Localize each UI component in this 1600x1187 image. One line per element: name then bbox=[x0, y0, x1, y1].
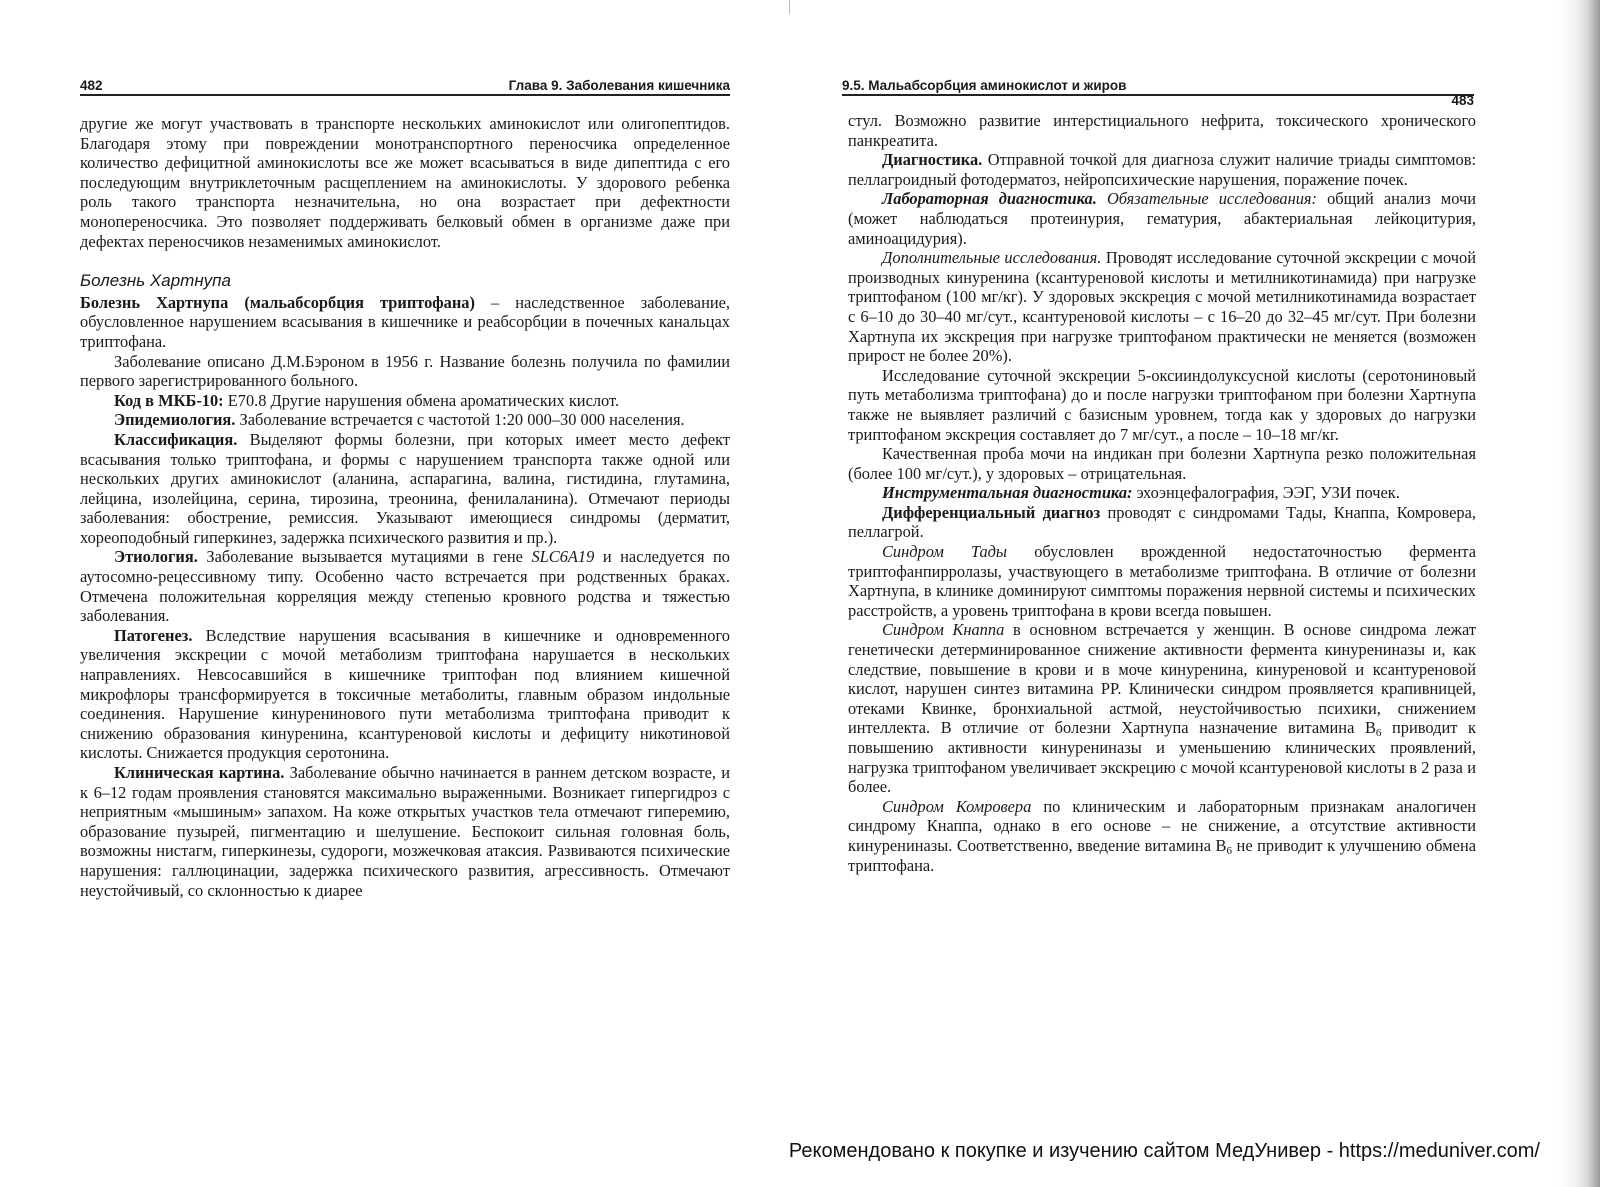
footer-watermark: Рекомендовано к покупке и изучению сайтом МедУнивер - https://meduniver.com/ bbox=[788, 1140, 1540, 1162]
tada-paragraph bbox=[848, 542, 1476, 620]
additional-tests-text: Проводят исследование суточной экскреции с мочой производных кинуренина (ксантуреновой кислоты и метилникотинамида) при нагрузке триптофаном (100 мг/кг). У здоровых экскреция с мочой метилникотинамида возрастает с 6–10 до 30–40 мг/сут., ксантуреновой кислоты – с 16–20 до 32–45 мг/сут. При болезни Хартнупа их экскреция при нагрузке триптофаном практически не меняется (возможен прирост не более 20%). bbox=[848, 248, 1477, 366]
komrower-paragraph bbox=[848, 797, 1476, 875]
classification-label: Классификация. bbox=[114, 429, 238, 449]
pathogenesis-text: Вследствие нарушения всасывания в кишечнике и одновременного увеличения экскреции с мочой метаболизм триптофана нарушается в нескольких направлениях. Невсосавшийся в кишечнике триптофан под влиянием кишечной микрофлоры трансформируется в токсичные метаболиты, главным образом индольные соединения. Нарушение кинуренинового пути метаболизма триптофана приводит к снижению образования кинуренина, ксантуреновой кислоты и дефициту никотиновой кислоты. Снижается продукция серотонина. bbox=[80, 625, 730, 763]
differential-paragraph bbox=[848, 503, 1476, 542]
clinical-text: Заболевание обычно начинается в раннем детском возрасте, и к 6–12 годам проявления становятся максимально выраженными. Возникает гипергидроз с неприятным «мышиным» запахом. На коже открытых участков тела отмечают гиперемию, образование пузырей, пигментацию и шелушение. Беспокоит сильная головная боль, возможны нистагм, гиперкинезы, судороги, мозжечковая атаксия. Развиваются психические нарушения: галлюцинации, задержка психического развития, агрессивность. Отмечают неустойчивый, со склонностью к диарее bbox=[80, 763, 730, 900]
instrumental-paragraph bbox=[848, 483, 1476, 503]
differential-text: проводят с синдромами Тады, Кнаппа, Комровера, пеллагрой. bbox=[848, 502, 1476, 542]
classification-paragraph bbox=[80, 430, 730, 548]
etiology-text-2: и наследуется по аутосомно-рецессивному типу. Особенно часто встречается при родственных браках. Отмечена положительная корреляция между степенью кровного родства и тяжестью заболевания. bbox=[80, 547, 730, 626]
diagnostics-label: Диагностика. bbox=[882, 150, 983, 170]
instrumental-text: эхоэнцефалография, ЭЭГ, УЗИ почек. bbox=[1132, 483, 1400, 503]
page-body-left bbox=[80, 114, 730, 900]
epidemiology-paragraph bbox=[80, 410, 730, 430]
lab-diagnostics-paragraph bbox=[848, 189, 1476, 248]
intro-paragraph: другие же могут участвовать в транспорте нескольких аминокислот или олигопептидов. Благодаря этому при повреждении монотранспортного переносчика определенное количество дефицитной аминокислоты все же может всасываться в виде дипептида с его последующим внутриклеточным расщеплением на аминокислоты. У здорового ребенка роль такого транспорта незначительна, но она возрастает при дефектности моноперeносчика. Это позволяет поддерживать белковый обмен в организме даже при дефектах переносчиков незаменимых аминокислот. bbox=[80, 114, 730, 251]
komrower-text-1: по клиническим и лабораторным признакам аналогичен синдрому Кнаппа, однако в его основе – не снижение, а отсутствие активности кинурениназы. Соответственно, введение витамина B bbox=[848, 796, 1476, 855]
section-title: Болезнь Хартнупа bbox=[80, 271, 231, 291]
hiaa-paragraph: Исследование суточной экскреции 5-оксииндолуксусной кислоты (серотониновый путь метаболизма триптофана) до и после нагрузки триптофаном при болезни Хартнупа также не выявляет различий с базисным уровнем, тогда как у здоровых до нагрузки триптофаном экскреция составляет до 7 мг/сут., а после – 10–18 мг/кг. bbox=[848, 365, 1476, 444]
diagnostics-text: Отправной точкой для диагноза служит наличие триады симптомов: пеллагроидный фотодерматоз, нейропсихические нарушения, поражение почек. bbox=[848, 150, 1476, 189]
komrower-text-2: не приводит к улучшению обмена триптофана. bbox=[848, 835, 1476, 875]
diagnostics-paragraph bbox=[848, 150, 1476, 189]
gene-name: SLC6A19 bbox=[531, 547, 595, 567]
epidemiology-text: Заболевание встречается с частотой 1:20 000–30 000 населения. bbox=[235, 410, 685, 430]
indican-paragraph: Качественная проба мочи на индикан при болезни Хартнупа резко положительная (более 100 мг/сут.), у здоровых – отрицательная. bbox=[848, 444, 1476, 483]
vitamin-subscript: 6 bbox=[1375, 727, 1382, 740]
page-number: 483 bbox=[1451, 93, 1474, 108]
pathogenesis-paragraph bbox=[80, 626, 730, 763]
history-paragraph: Заболевание описано Д.М.Бэроном в 1956 г. Название болезнь получила по фамилии первого зарегистрированного больного. bbox=[80, 351, 730, 391]
etiology-label: Этиология. bbox=[114, 547, 198, 567]
etiology-text-1: Заболевание вызывается мутациями в гене bbox=[197, 547, 532, 567]
clinical-label: Клиническая картина. bbox=[114, 763, 285, 782]
tada-text: обусловлен врожденной недостаточностью фермента триптофанпирролазы, участвующего в метаболизме триптофана. В отличие от болезни Хартнупа, в клинике доминируют симптомы поражения нервной системы и психических расстройств, а уровень триптофана в крови всегда повышен. bbox=[848, 542, 1476, 620]
additional-tests-label: Дополнительные исследования. bbox=[882, 248, 1102, 268]
page-number: 482 bbox=[80, 78, 103, 93]
icd-label: Код в МКБ-10: bbox=[114, 390, 224, 410]
mandatory-tests-label: Обязательные исследования: bbox=[1096, 189, 1317, 209]
pathogenesis-label: Патогенез. bbox=[114, 625, 193, 645]
vitamin-subscript: 6 bbox=[1226, 844, 1232, 857]
book-page-edge bbox=[1558, 0, 1600, 1187]
icd-text: Е70.8 Другие нарушения обмена ароматических кислот. bbox=[223, 390, 620, 410]
running-header-right bbox=[842, 78, 1474, 108]
knapp-paragraph bbox=[848, 620, 1476, 796]
differential-label: Дифференциальный диагноз bbox=[882, 502, 1101, 522]
etiology-paragraph bbox=[80, 547, 730, 625]
section-header-title: 9.5. Мальабсорбция аминокислот и жиров bbox=[842, 78, 1127, 93]
definition-text: – наследственное заболевание, обусловленное нарушением всасывания в кишечнике и реабсорбции в почечных канальцах триптофана. bbox=[80, 292, 730, 351]
running-header-left bbox=[80, 78, 730, 96]
clinical-paragraph bbox=[80, 763, 730, 900]
komrower-label: Синдром Комровера bbox=[882, 796, 1032, 816]
classification-text: Выделяют формы болезни, при которых имеет место дефект всасывания только триптофана, и формы с нарушением транспорта также одной или нескольких других аминокислот (аланина, аспарагина, валина, гистидина, глутамина, лейцина, изолейцина, серина, тирозина, треонина, фенилаланина). Отмечают периоды заболевания: обострение, ремиссия. Указывают имеющиеся синдромы (дерматит, хореоподобный гиперкинез, задержка психического развития и пр.). bbox=[80, 429, 730, 547]
lab-diagnostics-label: Лабораторная диагностика. bbox=[882, 189, 1097, 209]
right-page bbox=[790, 0, 1600, 1187]
page-body-right bbox=[848, 111, 1476, 875]
knapp-text-2: приводит к повышению активности кинурениназы и уменьшению клинических проявлений, нагрузка триптофаном увеличивает экскрецию с мочой ксантуреновой кислоты в 2 раза и более. bbox=[848, 718, 1476, 797]
knapp-label: Синдром Кнаппа bbox=[882, 620, 1005, 640]
lab-diagnostics-text: общий анализ мочи (может наблюдаться протеинурия, гематурия, абактериальная лейкоцитурия, аминоацидурия). bbox=[848, 189, 1476, 248]
icd-paragraph bbox=[80, 391, 730, 411]
definition-paragraph bbox=[80, 293, 730, 352]
tada-label: Синдром Тады bbox=[882, 542, 1008, 562]
additional-tests-paragraph bbox=[848, 248, 1476, 366]
definition-term: Болезнь Хартнупа (мальабсорбция триптофана) bbox=[80, 292, 475, 312]
chapter-title: Глава 9. Заболевания кишечника bbox=[508, 78, 730, 93]
instrumental-label: Инструментальная диагностика: bbox=[882, 483, 1133, 503]
epidemiology-label: Эпидемиология. bbox=[114, 410, 236, 430]
knapp-text-1: в основном встречается у женщин. В основе синдрома лежат генетически детерминированное снижение активности фермента кинурениназы и, как следствие, повышение в крови и в моче кинуренина, кинуреновой и ксантуреновой кислот, нарушен синтез витамина PP. Клинически синдром проявляется крапивницей, отеками Квинке, бронхиальной астмой, неустойчивостью психики, снижением интеллекта. В отличие от болезни Хартнупа назначение витамина B bbox=[848, 620, 1476, 738]
left-page bbox=[0, 0, 790, 1187]
continuation-paragraph: стул. Возможно развитие интерстициального нефрита, токсического хронического панкреатита. bbox=[848, 111, 1476, 150]
